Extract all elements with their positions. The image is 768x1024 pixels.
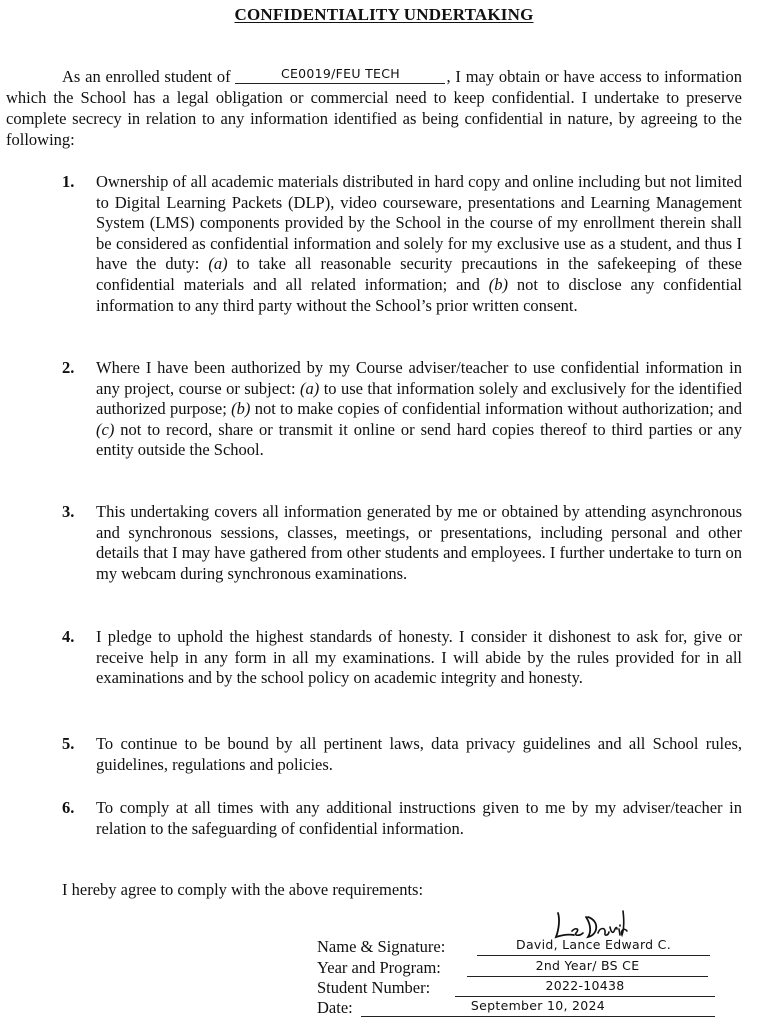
intro-text-before: As an enrolled student of (62, 67, 236, 86)
item-marker: (b) (231, 399, 251, 419)
item-text-part: not to make copies of confidential information without authorization; and (250, 399, 742, 419)
item-text (96, 627, 742, 689)
field-label: Student Number: (317, 978, 431, 997)
intro-text-after: , I may obtain or have access to information which the School has a legal obligation or commercial need to keep confidential. I undertake to preserve complete secrecy in relation to any information identified as being confidential in nature, by agreeing to the following: (6, 67, 742, 149)
item-marker: (a) (208, 254, 228, 274)
field-line (455, 978, 715, 997)
item-text (96, 734, 742, 775)
field-line (477, 937, 710, 956)
item-text-part: To comply at all times with any additional instructions given to me by my adviser/teacher in relation to the safeguarding of confidential information. (96, 798, 742, 838)
field-label: Date: (317, 998, 353, 1017)
agreement-statement: I hereby agree to comply with the above requirements: (62, 880, 424, 899)
item-number: 4. (62, 627, 75, 646)
item-number: 2. (62, 358, 75, 377)
item-text-part: not to record, share or transmit it online or send hard copies thereof to third parties or any entity outside the School. (96, 419, 742, 460)
signature-row-student-number (317, 978, 717, 998)
undertaking-item-1 (62, 172, 742, 316)
field-label: Year and Program: (317, 958, 441, 977)
item-text-part: To continue to be bound by all pertinent laws, data privacy guidelines and all School rules, guidelines, regulations and policies. (96, 734, 742, 774)
item-number: 3. (62, 502, 75, 521)
document-title-text: CONFIDENTIALITY UNDERTAKING (234, 5, 534, 24)
item-marker: (c) (96, 419, 115, 439)
field-value: 2nd Year/ BS CE (535, 958, 640, 973)
item-number: 6. (62, 798, 75, 817)
item-number: 5. (62, 734, 75, 753)
undertaking-item-3 (62, 502, 742, 584)
item-text (96, 502, 742, 584)
signature-row-date (317, 998, 717, 1018)
item-text-part: Ownership of all academic materials distributed in hard copy and online including but not limited to Digital Learning Packets (DLP), video courseware, presentations and Learning Management System (LMS) components provided by the School in the course of my enrollment therein shall be considered as confidential information and solely for my exclusive use as a student, and thus I have the duty: (96, 172, 742, 274)
document-title (0, 5, 768, 25)
item-text-part: Where I have been authorized by my Course adviser/teacher to use confidential information in any project, course or subject: (96, 358, 742, 398)
undertaking-item-6 (62, 798, 742, 839)
item-text-part: I pledge to uphold the highest standards of honesty. I consider it dishonest to ask for, give or receive help in any form in all my examinations. I will abide by the rules provided for in all examinations and by the school policy on academic integrity and honesty. (96, 627, 742, 688)
signature-row-name (317, 937, 711, 957)
field-line (361, 998, 715, 1017)
undertaking-item-5 (62, 734, 742, 775)
item-number: 1. (62, 172, 75, 191)
school-fill-line (235, 66, 445, 84)
item-marker: (b) (488, 274, 509, 294)
item-text-part: not to disclose any confidential information to any third party without the School’s prior written consent. (96, 274, 742, 315)
signature-row-year-program (317, 958, 711, 978)
school-fill-value: CE0019/FEU TECH (280, 66, 400, 81)
item-marker: (a) (300, 378, 320, 398)
item-text-part: to use that information solely and exclusively for the identified authorized purpose; (96, 378, 742, 419)
field-label: Name & Signature: (317, 937, 446, 956)
intro-paragraph (6, 66, 742, 150)
item-text-part: to take all reasonable security precautions in the safekeeping of these confidential materials and all related information; and (96, 254, 742, 294)
item-text-part: This undertaking covers all information generated by me or obtained by attending asynchronous and synchronous sessions, classes, meetings, or presentations, including personal and other details that I may have gathered from other students and employees. I further undertake to turn on my webcam during synchronous examinations. (96, 502, 742, 583)
field-value: David, Lance Edward C. (516, 937, 671, 952)
item-text (96, 172, 742, 316)
item-text (96, 798, 742, 839)
field-value: 2022-10438 (545, 978, 625, 993)
item-text (96, 358, 742, 461)
undertaking-item-4 (62, 627, 742, 689)
field-line (467, 958, 708, 977)
undertaking-item-2 (62, 358, 742, 461)
field-value: September 10, 2024 (470, 998, 606, 1013)
